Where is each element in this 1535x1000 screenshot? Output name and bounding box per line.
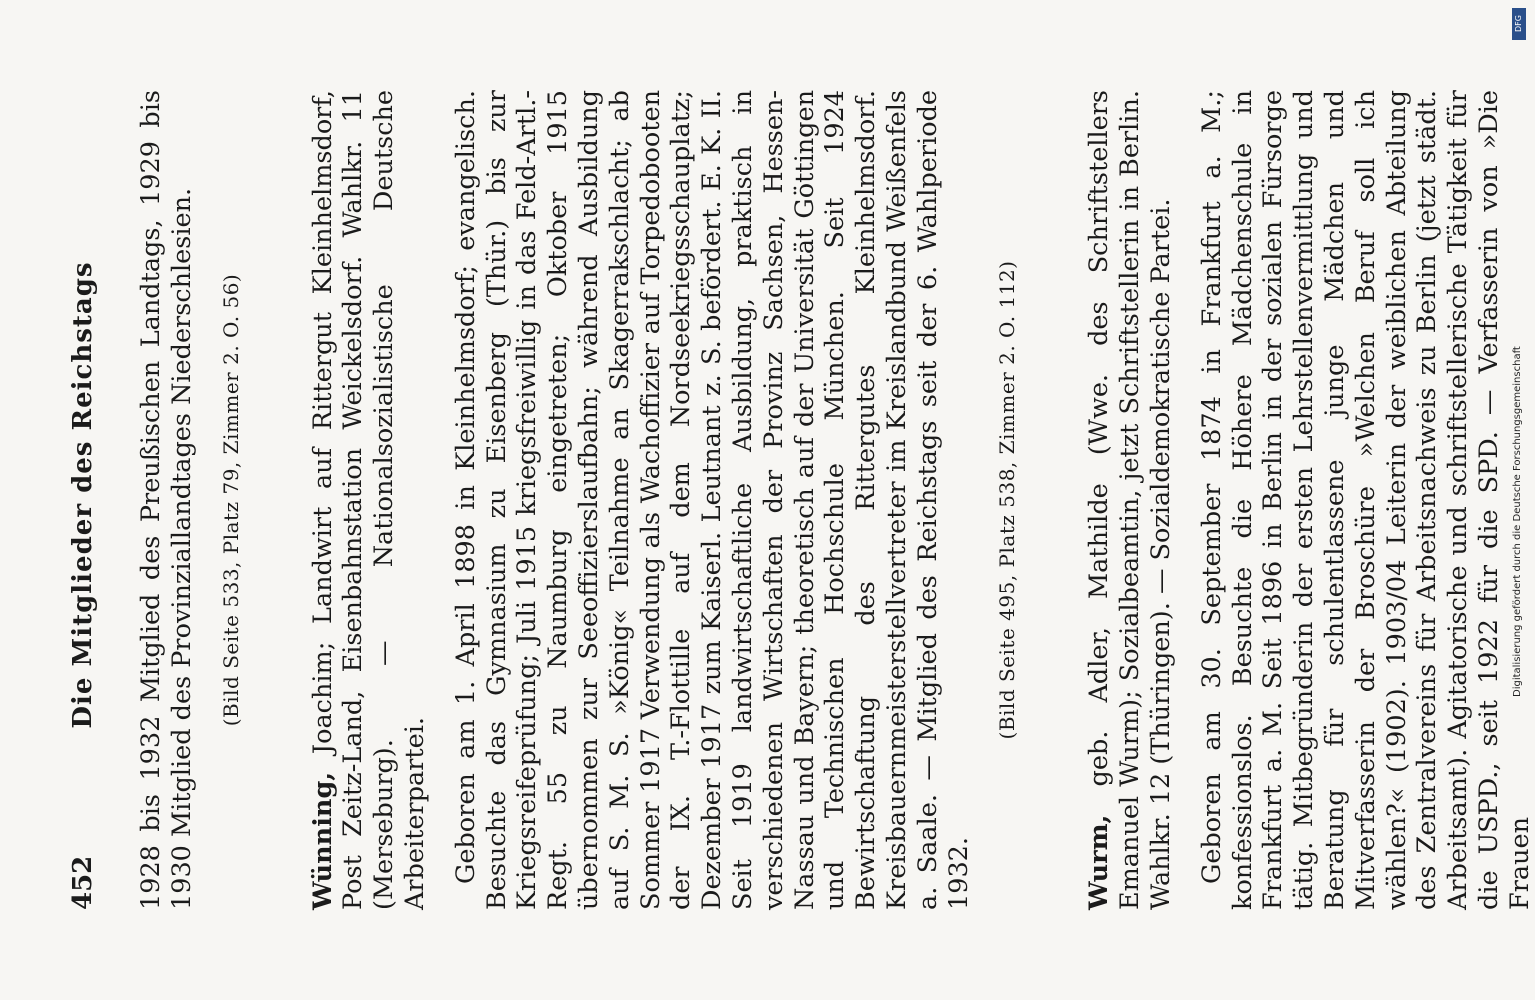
entry-intro bbox=[1084, 90, 1176, 910]
image-caption: (Bild Seite 533, Platz 79, Zimmer 2. O. 56) bbox=[218, 273, 243, 727]
dfg-logo: DFG bbox=[1512, 8, 1526, 40]
page-body bbox=[136, 90, 1535, 910]
running-title: Die Mitglieder des Reichstags bbox=[68, 261, 98, 729]
image-caption: (Bild Seite 495, Platz 538, Zimmer 2. O. 112) bbox=[995, 260, 1020, 740]
member-details: geb. Adler, Mathilde (Wwe. des Schriftstellers Emanuel Wurm); Sozialbeamtin, jetzt Schriftstellerin in Berlin. Wahlkr. 12 (Thüringen). — Sozialdemokratische Partei. bbox=[1084, 90, 1176, 910]
entry-continuation: 1928 bis 1932 Mitglied des Preußischen Landtags, 1929 bis 1930 Mitglied des Provinziallandtages Niederschlesien. bbox=[136, 90, 197, 910]
member-entry bbox=[1084, 90, 1535, 910]
entry-intro bbox=[308, 90, 431, 910]
member-name: Wünning, bbox=[307, 771, 338, 910]
member-name: Wurm, bbox=[1084, 814, 1115, 910]
member-biography: Geboren am 1. April 1898 in Kleinhelmsdorf; evangelisch. Besuchte das Gymnasium zu Eisenberg (Thür.) bis zur Kriegsreifeprüfung; Juli 1915 kriegsfreiwillig in das Feld-Artl.-Regt. 55 zu Naumburg eingetreten; Oktober 1915 übernommen zur Seeoffizierslaufbahn; während Ausbildung auf S. M. S. »König« Teilnahme an Skagerrakschlacht; ab Sommer 1917 Verwendung als Wachoffizier auf Torpedobooten der IX. T.-Flottille auf dem Nordseekriegsschauplatz; Dezember 1917 zum Kaiserl. Leutnant z. S. befördert. E. K. II. Seit 1919 landwirtschaftliche Ausbildung, praktisch in verschiedenen Wirtschaften der Provinz Sachsen, Hessen-Nassau und Bayern; theoretisch auf der Universität Göttingen und Technischen Hochschule München. Seit 1924 Bewirtschaftung des Rittergutes Kleinhelmsdorf. Kreisbauernmeisterstellvertreter im Kreislandbund Weißenfels a. Saale. — Mitglied des Reichstags seit der 6. Wahlperiode 1932. bbox=[450, 90, 974, 910]
member-entry bbox=[308, 90, 1021, 910]
page-number: 452 bbox=[68, 855, 98, 910]
member-biography: Geboren am 30. September 1874 in Frankfurt a. M.; konfessionslos. Besuchte die Höhere Mädchenschule in Frankfurt a. M. Seit 1896 in Berlin in der sozialen Fürsorge tätig. Mitbegründerin der ersten Lehrstellenvermittlung und Beratung für schulentlassene junge Mädchen und Mitverfasserin der Broschüre »Welchen Beruf soll ich wählen?« (1902). 1903/04 Leiterin der weiblichen Abteilung des Zentralvereins für Arbeitsnachweis zu Berlin (jetzt städt. Arbeitsamt). Agitatorische und schriftstellerische Tätigkeit für die USPD., seit 1922 für die SPD. — Verfasserin von »Die Frauen bbox=[1196, 90, 1535, 910]
page-header bbox=[68, 80, 108, 910]
member-details: Joachim; Landwirt auf Rittergut Kleinhelmsdorf, Post Zeitz-Land, Eisenbahnstation Weickelsdorf. Wahlkr. 11 (Merseburg). — Nationalsozialistische Deutsche Arbeiterpartei. bbox=[307, 90, 430, 910]
digitization-credit-text: Digitalisierung gefördert durch die Deutsche Forschungsgemeinschaft bbox=[1512, 346, 1523, 697]
